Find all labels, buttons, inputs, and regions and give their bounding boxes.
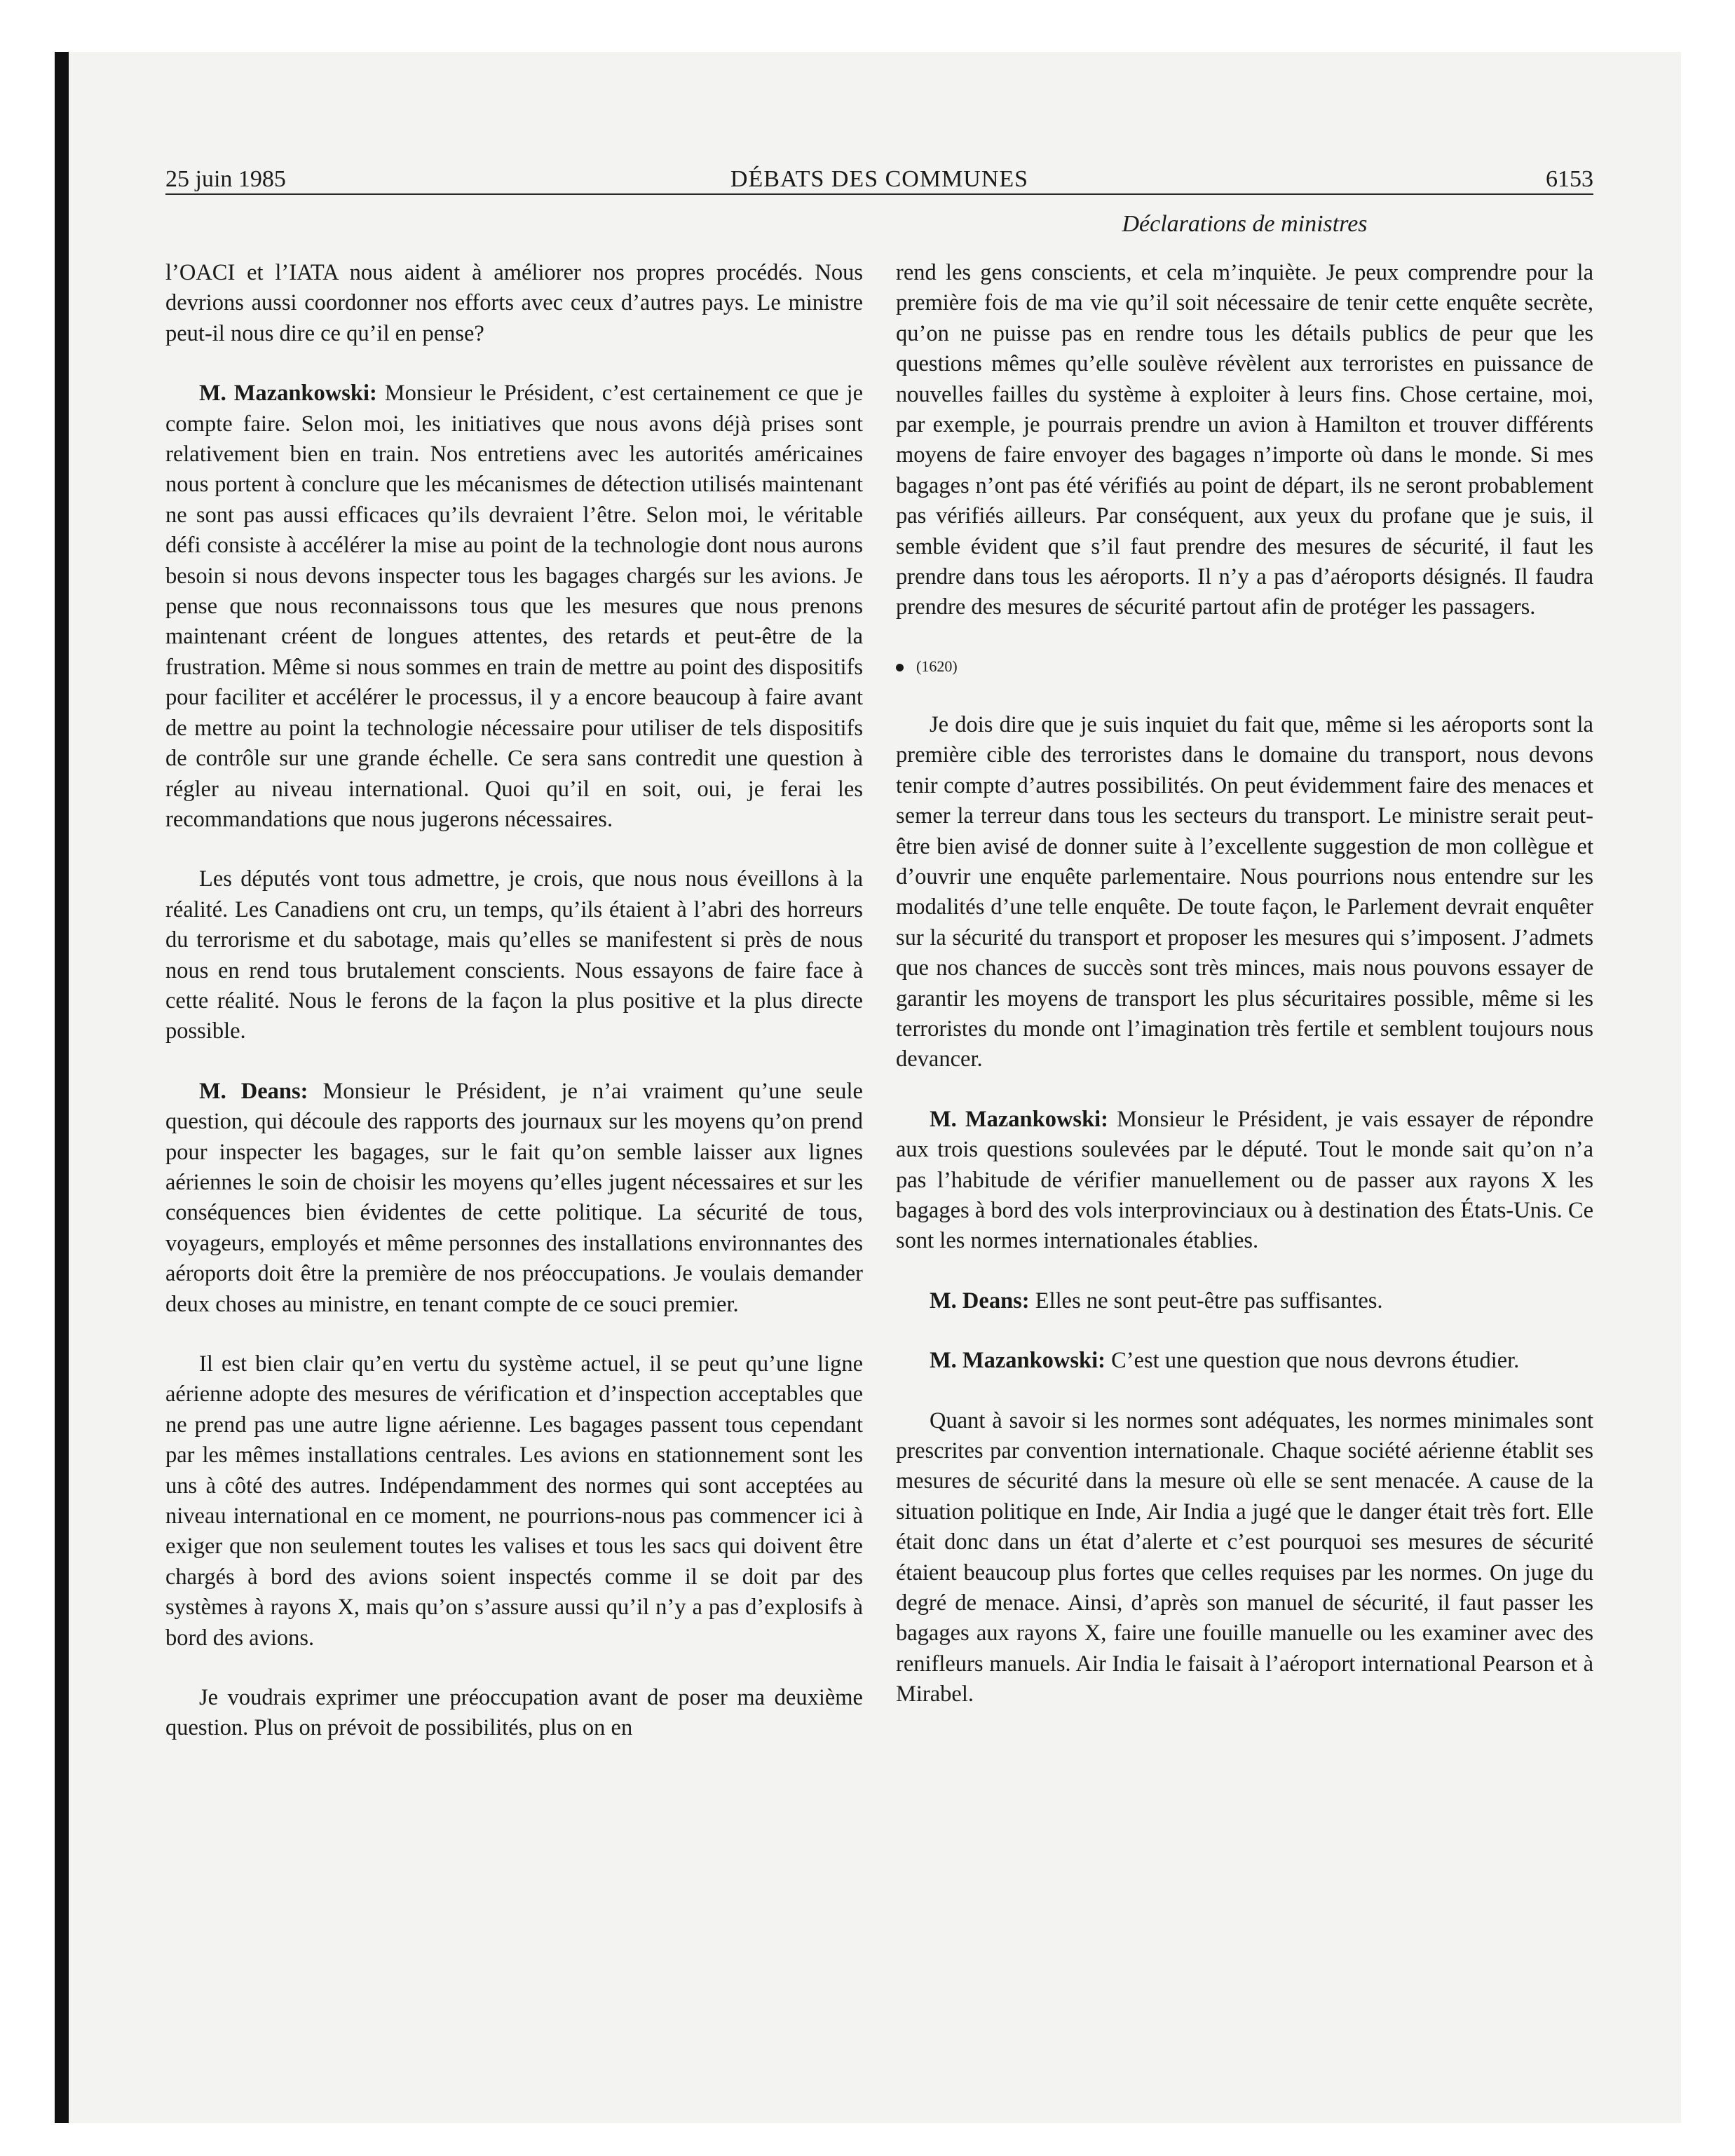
speaker-name: M. Deans: (199, 1078, 308, 1104)
page-number: 6153 (1546, 166, 1593, 192)
paragraph (896, 710, 1593, 1075)
paragraph-text: Monsieur le Président, je n’ai vraiment qu’une seule question, qui découle des rapports des journaux sur les moyens qu’on prend pour inspecter les bagages, sur le fait qu’on semble laisser aux lignes aériennes le soin de choisir les moyens qu’elles jugent nécessaires et sur les conséquences bien évidentes de cette politique. La sécurité de tous, voyageurs, employés et même personnes des installations environnantes des aéroports doit être la première de nos préoccupations. Je voulais demander deux choses au ministre, en tenant compte de ce souci premier. (165, 1078, 863, 1317)
left-column (165, 258, 863, 1744)
paragraph-text: Il est bien clair qu’en vertu du système actuel, il se peut qu’une ligne aérienne adopte des mesures de vérification et d’inspection acceptables que ne prend pas une autre ligne aérienne. Les bagages passent tous cependant par les mêmes installations centrales. Les avions en stationnement sont les uns à côté des autres. Indépendamment des normes qui sont acceptées au niveau international en ce moment, ne pourrions-nous pas commencer ici à exiger que non seulement toutes les valises et tous les sacs qui doivent être chargés à bord des avions soient inspectés comme il se doit par des systèmes à rayons X, mais qu’on s’assure aussi qu’il n’y a pas d’explosifs à bord des avions. (165, 1351, 863, 1651)
header-title: DÉBATS DES COMMUNES (730, 166, 1029, 192)
time-marker (896, 653, 1593, 681)
paragraph (896, 258, 1593, 623)
paragraph (165, 1077, 863, 1320)
paragraph-text: C’est une question que nous devrons étudier. (1111, 1348, 1520, 1374)
speaker-name: M. Mazankowski: (930, 1348, 1105, 1374)
binding-edge (55, 52, 69, 2123)
paragraph-text: Elles ne sont peut-être pas suffisantes. (1035, 1288, 1383, 1314)
header-rule (165, 193, 1593, 195)
right-column (896, 258, 1593, 1710)
paragraph (165, 1349, 863, 1653)
section-title: Déclarations de ministres (1122, 211, 1368, 237)
paragraph (896, 1406, 1593, 1710)
paragraph-text: Quant à savoir si les normes sont adéquates, les normes minimales sont prescrites par convention internationale. Chaque société aérienne établit ses mesures de sécurité dans la mesure où elle se sent menacée. A cause de la situation politique en Inde, Air India a jugé que le danger était très fort. Elle était donc dans un état d’alerte et c’est pourquoi ses mesures de sécurité étaient beaucoup plus fortes que celles requises par les normes. On juge du degré de menace. Ainsi, d’après son manuel de sécurité, il faut passer les bagages aux rayons X, faire une fouille manuelle ou les examiner avec des renifleurs manuels. Air India le faisait à l’aéroport international Pearson et à Mirabel. (896, 1407, 1593, 1707)
speaker-name: M. Deans: (930, 1288, 1030, 1314)
paragraph (165, 864, 863, 1046)
speaker-name: M. Mazankowski: (930, 1106, 1109, 1132)
paragraph-text: Je dois dire que je suis inquiet du fait que, même si les aéroports sont la première cible des terroristes dans le domaine du transport, nous devons tenir compte d’autres possibilités. On peut évidemment faire des menaces et semer la terreur dans tous les secteurs du transport. Le ministre serait peut-être bien avisé de donner suite à l’excellente suggestion de mon collègue et d’ouvrir une enquête parlementaire. Nous pourrions nous entendre sur les modalités d’une telle enquête. De toute façon, le Parlement devrait enquêter sur la sécurité du transport et proposer les mesures qui s’imposent. J’admets que nos chances de succès sont très minces, mais nous pouvons essayer de garantir les moyens de transport les plus sécuritaires possible, même si les terroristes du monde ont l’imagination très fertile et semblent toujours nous devancer. (896, 711, 1593, 1072)
paragraph (896, 1105, 1593, 1257)
paragraph-text: rend les gens conscients, et cela m’inquiète. Je peux comprendre pour la première fois de ma vie qu’il soit nécessaire de tenir cette enquête secrète, qu’on ne puisse pas en rendre tous les détails publics de peur que les questions mêmes qu’elle soulève révèlent aux terroristes en puissance de nouvelles failles du système à exploiter à leurs fins. Chose certaine, moi, par exemple, je pourrais prendre un avion à Hamilton et trouver différents moyens de faire envoyer des bagages n’importe où dans le monde. Si mes bagages n’ont pas été vérifiés au point de départ, ils ne seront probablement pas vérifiés ailleurs. Par conséquent, aux yeux du profane que je suis, il semble évident que s’il faut prendre des mesures de sécurité, il faut les prendre dans tous les aéroports. Il n’y a pas d’aéroports désignés. Il faudra prendre des mesures de sécurité partout afin de protéger les passagers. (896, 260, 1593, 620)
speaker-name: M. Mazankowski: (199, 381, 377, 407)
paragraph-text: Les députés vont tous admettre, je crois, que nous nous éveillons à la réalité. Les Canadiens ont cru, un temps, qu’ils étaient à l’abri des horreurs du terrorisme et du sabotage, mais qu’elles se manifestent si près de nous nous en rend tous brutalement conscients. Nous essayons de faire face à cette réalité. Nous le ferons de la façon la plus positive et la plus directe possible. (165, 866, 863, 1044)
page-header (165, 165, 1593, 196)
paragraph (165, 378, 863, 835)
paragraph (165, 1683, 863, 1744)
paragraph-text: Je voudrais exprimer une préoccupation avant de poser ma deuxième question. Plus on prévoit de possibilités, plus on en (165, 1685, 863, 1741)
paragraph (165, 258, 863, 349)
header-date: 25 juin 1985 (165, 166, 286, 192)
paragraph-text: l’OACI et l’IATA nous aident à améliorer nos propres procédés. Nous devrions aussi coordonner nos efforts avec ceux d’autres pays. Le ministre peut-il nous dire ce qu’il en pense? (165, 260, 863, 346)
paragraph (896, 1286, 1593, 1316)
paragraph-text: Monsieur le Président, c’est certainement ce que je compte faire. Selon moi, les initiatives que nous avons déjà prises sont relativement bien en train. Nos entretiens avec les autorités américaines nous portent à conclure que les mécanismes de détection utilisés maintenant ne sont pas aussi efficaces qu’ils devraient l’être. Selon moi, le véritable défi consiste à accélérer la mise au point de la technologie dont nous aurons besoin si nous devons inspecter tous les bagages chargés sur les avions. Je pense que nous reconnaissons tous que les mesures que nous prenons maintenant créent de longues attentes, des retards et peut-être de la frustration. Même si nous sommes en train de mettre au point des dispositifs pour faciliter et accélérer le processus, il y a encore beaucoup à faire avant de mettre au point la technologie nécessaire pour utiliser de tels dispositifs de contrôle sur une grande échelle. Ce sera sans contredit une question à régler au niveau international. Quoi qu’il en soit, oui, je ferai les recommandations que nous jugerons nécessaires. (165, 381, 863, 832)
paragraph (896, 1346, 1593, 1376)
bullet-icon (896, 664, 904, 671)
time-marker-text: (1620) (916, 657, 958, 675)
paragraph-text: Monsieur le Président, je vais essayer de répondre aux trois questions soulevées par le député. Tout le monde sait qu’on n’a pas l’habitude de vérifier manuellement ou de passer aux rayons X les bagages à bord des vols interprovinciaux ou à destination des États-Unis. Ce sont les normes internationales établies. (896, 1106, 1593, 1254)
